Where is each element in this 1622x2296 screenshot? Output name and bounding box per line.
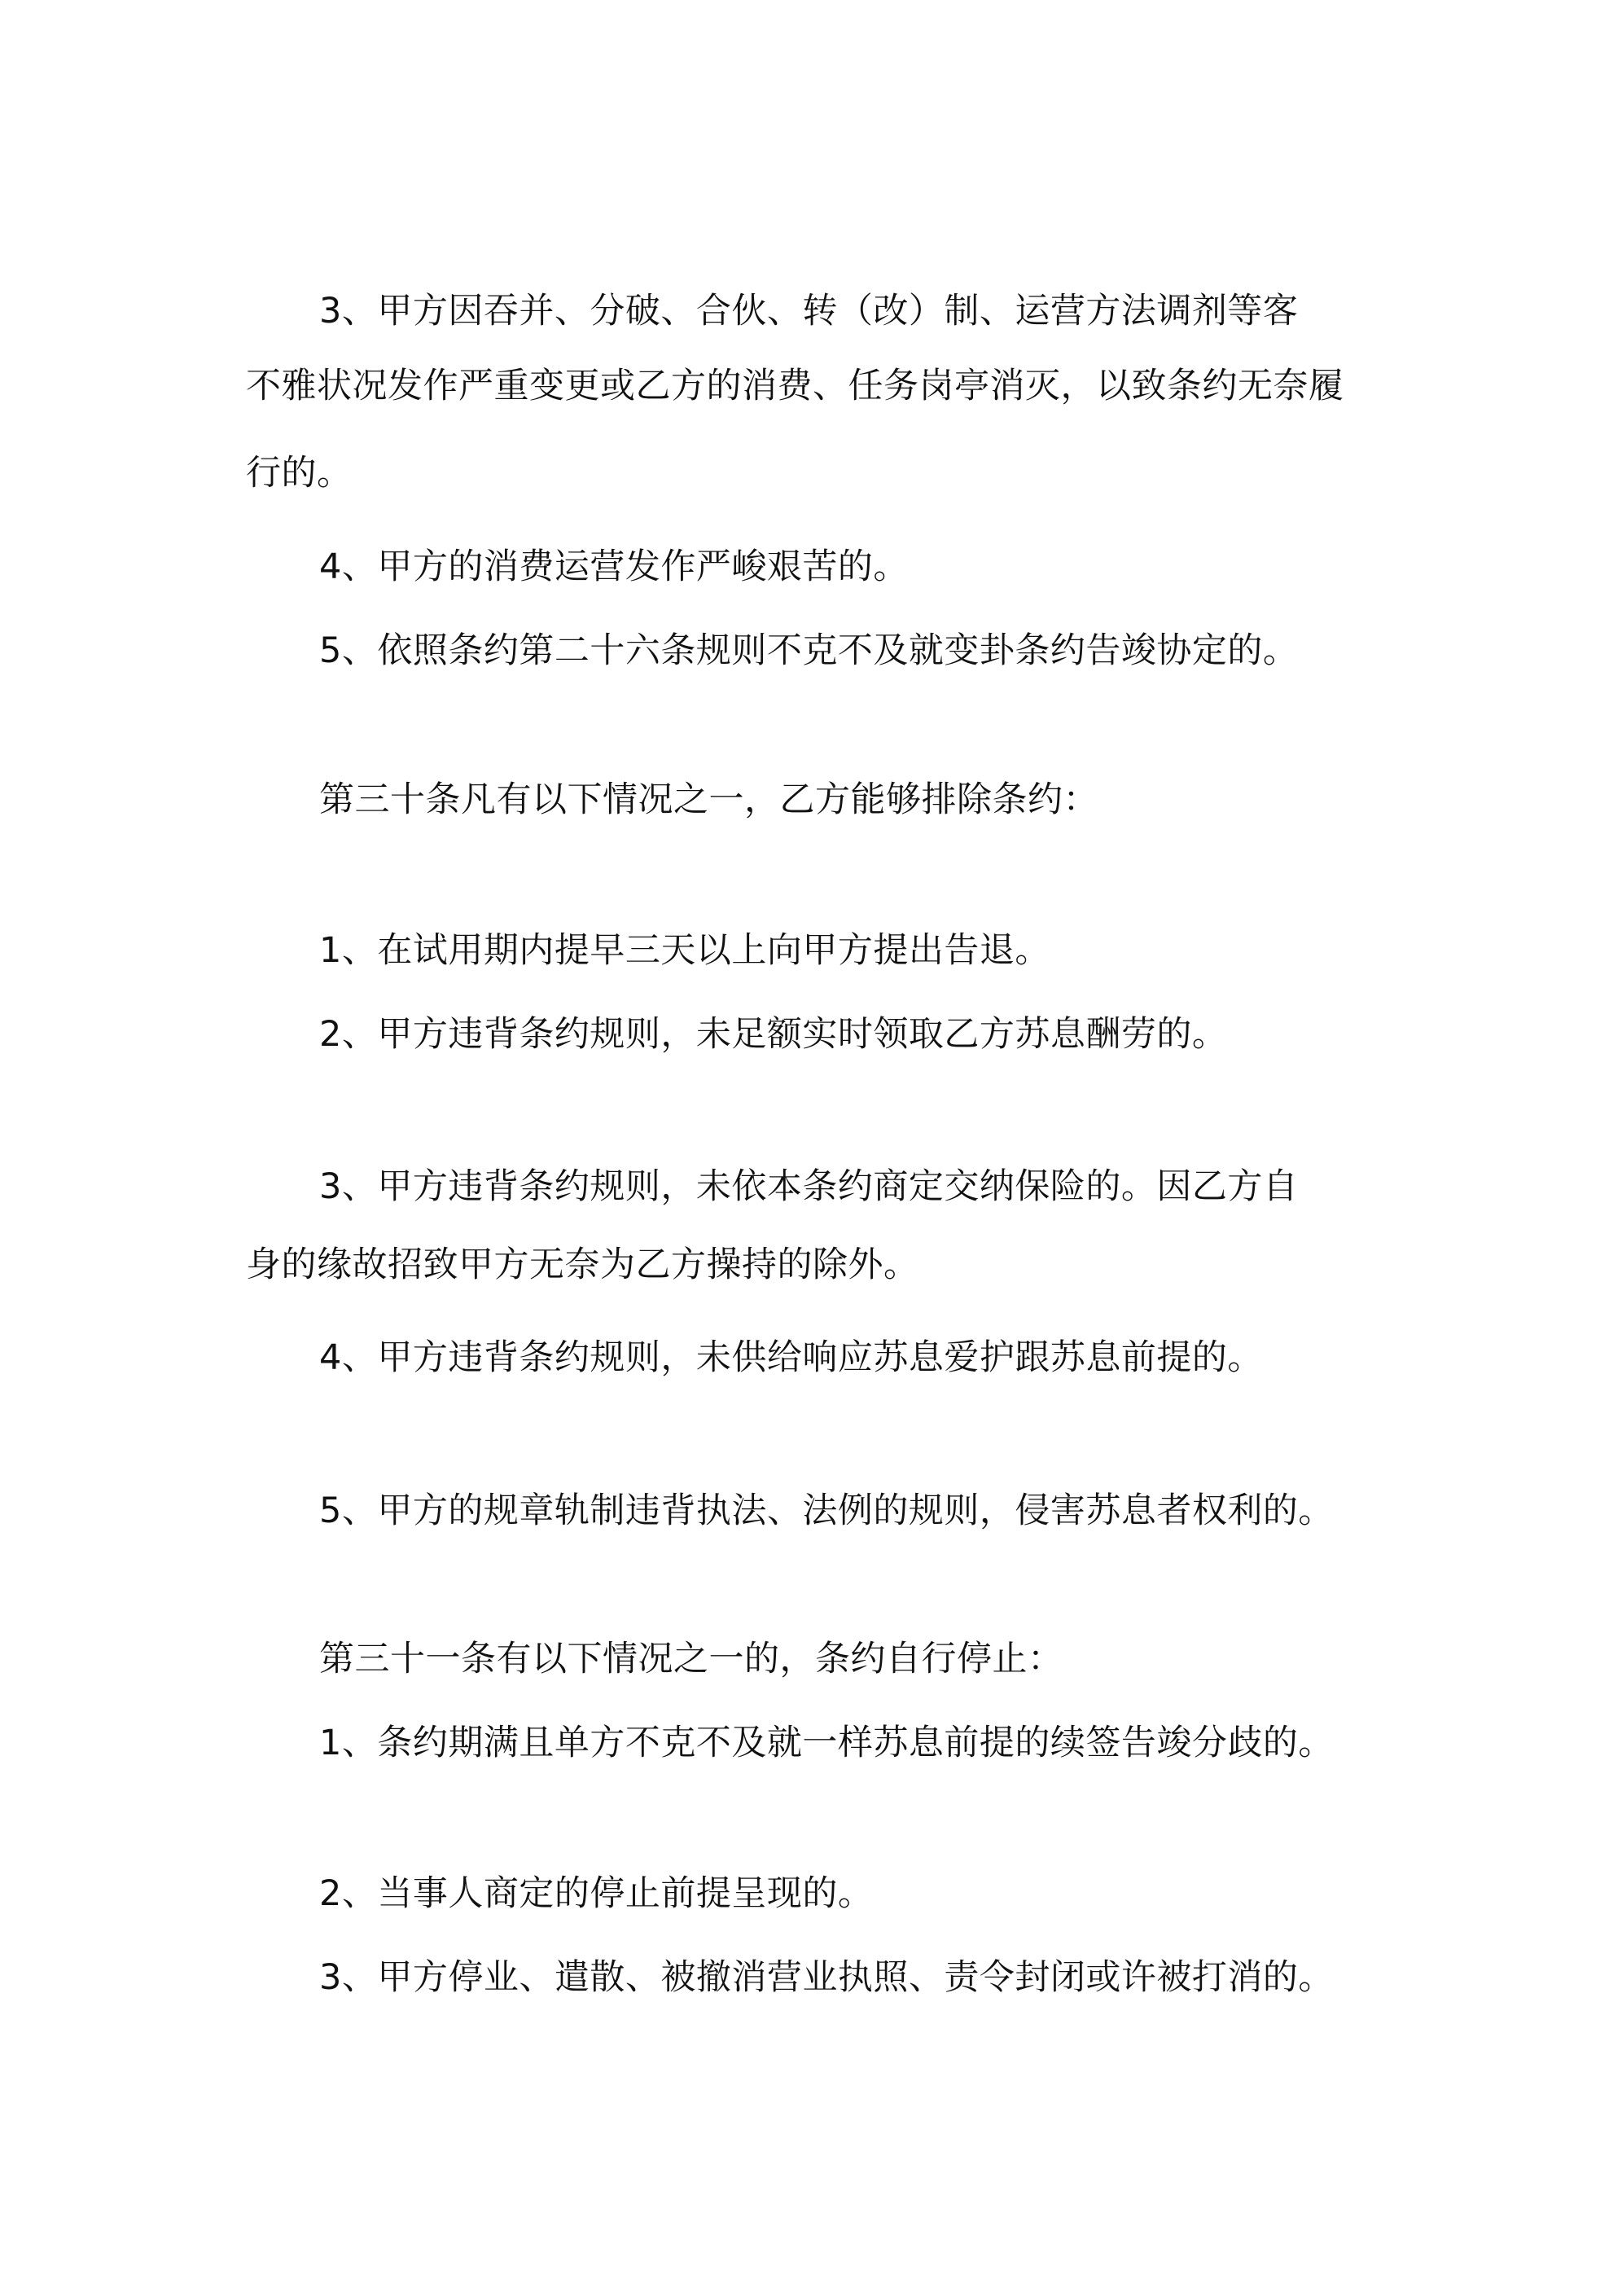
clause-4: 4、甲方的消费运营发作严峻艰苦的。 [319, 547, 909, 587]
article-31-item-1: 1、条约期满且单方不克不及就一样苏息前提的续签告竣分歧的。 [319, 1723, 1334, 1763]
article-30-item-3-line-1: 3、甲方违背条约规则，未依本条约商定交纳保险的。因乙方自 [319, 1166, 1299, 1207]
article-30-item-3-line-2: 身的缘故招致甲方无奈为乙方操持的除外。 [246, 1245, 919, 1285]
article-30-item-5: 5、甲方的规章轨制违背执法、法例的规则，侵害苏息者权利的。 [319, 1490, 1334, 1531]
article-30-heading: 第三十条凡有以下情况之一，乙方能够排除条约： [319, 779, 1098, 820]
article-30-item-4: 4、甲方违背条约规则，未供给响应苏息爱护跟苏息前提的。 [319, 1337, 1263, 1378]
clause-3-line-3: 行的。 [246, 453, 353, 494]
clause-3-line-1: 3、甲方因吞并、分破、合伙、转（改）制、运营方法调剂等客 [319, 291, 1299, 331]
article-31-heading: 第三十一条有以下情况之一的，条约自行停止： [319, 1639, 1063, 1679]
article-31-item-3: 3、甲方停业、遣散、被撤消营业执照、责令封闭或许被打消的。 [319, 1957, 1334, 1998]
article-30-item-2: 2、甲方违背条约规则，未足额实时领取乙方苏息酬劳的。 [319, 1014, 1228, 1055]
clause-3-line-2: 不雅状况发作严重变更或乙方的消费、任务岗亭消灭，以致条约无奈履 [246, 366, 1344, 406]
clause-5: 5、依照条约第二十六条规则不克不及就变卦条约告竣协定的。 [319, 630, 1299, 671]
article-30-item-1: 1、在试用期内提早三天以上向甲方提出告退。 [319, 930, 1050, 971]
article-31-item-2: 2、当事人商定的停止前提呈现的。 [319, 1873, 874, 1914]
